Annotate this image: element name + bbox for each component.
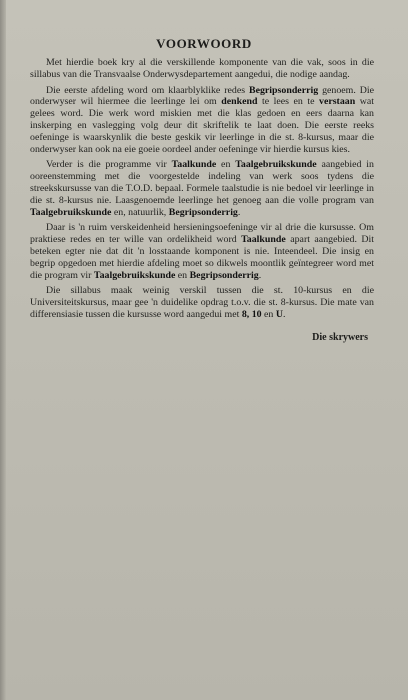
foreword-body xyxy=(30,57,374,325)
text-run: en xyxy=(216,159,236,171)
text-run: en, natuurlik, xyxy=(111,206,169,218)
page-title: VOORWOORD xyxy=(156,36,252,51)
signature: Die skrywers xyxy=(312,332,368,343)
bold-term: 8, 10 xyxy=(241,308,262,320)
bold-term: U xyxy=(275,308,283,320)
text-run: Die sillabus maak weinig verskil tussen die st. 10-kursus en die Universiteitskursus, maar gee 'n duidelike opdrag t.o.v. die st. 8-kursus. Die mate van differensiasie tussen die kursusse word aangedui met xyxy=(30,285,374,320)
text-run: . xyxy=(282,308,286,320)
text-run: apart aangebied. Dit beteken egter nie dat dit 'n losstaande komponent is nie. Inteendeel. Die insig en begrip opgedoen met hierdie afdeling moet so dikwels moontlik geïntegreer word met die program vir xyxy=(30,234,374,281)
paragraph xyxy=(30,57,374,81)
bold-term: denkend xyxy=(221,96,258,108)
text-run: . xyxy=(258,269,262,281)
bold-term: Taalgebruikskunde xyxy=(235,159,317,171)
text-run: te lees en te xyxy=(257,96,319,108)
bold-term: Begripsonderrig xyxy=(189,269,259,281)
paragraph xyxy=(30,222,374,281)
text-run: Daar is 'n ruim verskeidenheid hersieningsoefeninge vir al drie die kursusse. Om praktiese redes en ter wille van ordelikheid word xyxy=(30,222,374,246)
bold-term: Taalgebruikskunde xyxy=(30,206,112,218)
text-run: genoem. Die onderwyser wil hiermee die leerlinge lei om xyxy=(30,84,374,108)
text-run: en xyxy=(261,308,276,320)
bold-term: Begripsonderrig xyxy=(168,206,238,218)
text-run: Die eerste afdeling word om klaarblyklike redes xyxy=(46,84,250,96)
text-run: Verder is die programme vir xyxy=(46,159,172,171)
text-run: aangebied in ooreenstemming met die voorgestelde indeling van werk soos tydens die streekskursusse van die T.O.D. bepaal. Formele taalstudie is nie bedoel vir leerlinge in die st. 8-kursus nie. Laasgenoemde leerlinge het genoeg aan die volle program van xyxy=(30,159,374,206)
text-run: . xyxy=(237,206,241,218)
bold-term: verstaan xyxy=(319,96,356,108)
text-run: wat gelees word. Die werk word miskien met die klas gedoen en eers daarna kan inskerping en vaslegging volg deur dit skriftelik te laat doen. Die eerste reeks oefeninge is waarskynlik die beste geskik vir leerlinge in die st. 8-kursus, maar die onderwyser kan ook na eie goeie oordeel ander oefeninge vir hierdie kursus kies. xyxy=(30,96,374,155)
text-run: Met hierdie boek kry al die verskillende komponente van die vak, soos in die sillabus van die Transvaalse Onderwysdepartement aangedui, die nodige aandag. xyxy=(30,57,374,80)
paragraph xyxy=(30,85,374,156)
bold-term: Taalkunde xyxy=(171,159,217,171)
bold-term: Taalgebruikskunde xyxy=(93,269,176,281)
page-binding-edge xyxy=(0,0,6,700)
bold-term: Taalkunde xyxy=(241,234,286,246)
text-run: en xyxy=(175,269,190,281)
paragraph xyxy=(30,285,374,320)
bold-term: Begripsonderrig xyxy=(249,84,319,96)
paragraph xyxy=(30,159,374,218)
